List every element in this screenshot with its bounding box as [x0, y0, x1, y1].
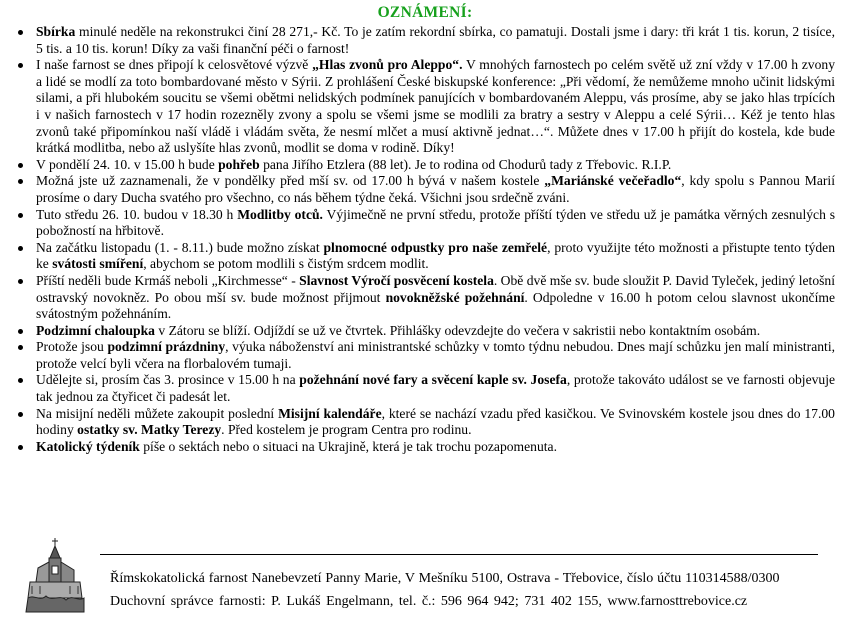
item-text: . Před kostelem je program Centra pro rodinu.	[221, 422, 472, 438]
item-text: , výuka náboženství ani ministrantské schůzky v tomto týdnu nebudou. Dnes mají schůzku jen malí ministranti, protože velcí byli včera na florbalovém tumaji.	[36, 339, 835, 371]
bullet-icon	[18, 63, 23, 68]
item-text: Na misijní neděli můžete zakoupit poslední	[36, 405, 279, 421]
item-text: . Obě dvě mše sv. bude sloužit P. David Tyleček, jediný letošní ostravský novokněz. Po obou mší sv. bude možnost přijmout	[36, 272, 835, 305]
emphasis-text: „Hlas zvonů pro Aleppo“.	[312, 57, 463, 73]
church-drawing-icon	[24, 536, 86, 614]
emphasis-text: novokněžské požehnání	[385, 289, 525, 305]
emphasis-text: podzimní prázdniny	[107, 339, 226, 355]
item-text: , abychom se potom modlili s čistým srdcem modlit.	[143, 256, 429, 272]
announcement-item	[0, 439, 835, 456]
item-text: Příští neděli bude Krmáš neboli „Kirchmesse“ -	[36, 272, 300, 288]
announcement-item	[0, 372, 835, 405]
footer-contact: Duchovní správce farnosti: P. Lukáš Engelmann, tel. č.: 596 964 942; 731 402 155, www.farnosttrebovice.cz	[110, 594, 748, 609]
announcement-item	[0, 273, 835, 323]
item-text: minulé neděle na rekonstrukci činí 28 271,- Kč. To je zatím rekordní sbírka, co pamatuji. Dostali jsme i dary: tři krát 1 tis. korun, 2 tisíce, 5 tis. a 10 tis. korun! Díky za vaši finanční péči o farnost!	[36, 24, 835, 56]
item-text: Možná jste už zaznamenali, že v pondělky před mší sv. od 17.00 h bývá v našem kostele	[36, 173, 545, 189]
announcement-item	[0, 207, 835, 240]
bullet-icon	[18, 30, 23, 35]
announcement-list	[0, 24, 835, 455]
item-text: , které se nachází vzadu před kasičkou. Ve Svinovském kostele jsou dnes do 17.00 hodiny	[36, 405, 835, 438]
item-text: , protože takováto událost se ve farnosti objevuje tak jednou za čtyřicet či padesát let.	[36, 372, 836, 405]
bullet-icon	[18, 412, 23, 417]
emphasis-text: Misijní kalendáře	[278, 405, 382, 421]
bullet-icon	[18, 246, 23, 251]
bullet-icon	[18, 179, 23, 184]
item-text: , kdy spolu s Pannou Marií prosíme o dary Ducha svatého pro všechno, co nás během týdne čeká. Všichni jsou srdečně zváni.	[36, 173, 835, 205]
item-text: Výjimečně ne první středu, protože příští týden ve středu už je památka věrných zesnulých s pobožností na hřbitově.	[36, 206, 835, 239]
announcement-item	[0, 339, 835, 372]
emphasis-text: Modlitby otců.	[237, 206, 323, 222]
emphasis-text: Podzimní chaloupka	[36, 322, 155, 338]
item-text: Na začátku listopadu (1. - 8.11.) bude možno získat	[36, 239, 324, 255]
bullet-icon	[18, 279, 23, 284]
announcement-item	[0, 406, 835, 439]
emphasis-text: ostatky sv. Matky Terezy	[77, 422, 222, 438]
footer-address: Římskokatolická farnost Nanebevzetí Panny Marie, V Mešníku 5100, Ostrava - Třebovice, číslo účtu 110314588/0300	[110, 571, 780, 586]
emphasis-text: pohřeb	[218, 156, 260, 172]
emphasis-text: Sbírka	[36, 24, 76, 39]
emphasis-text: „Mariánské večeřadlo“	[544, 173, 682, 189]
announcement-item	[0, 323, 835, 340]
emphasis-text: požehnání nové fary a svěcení kaple sv. Josefa	[299, 372, 567, 388]
emphasis-text: Slavnost Výročí posvěcení kostela	[299, 272, 494, 288]
emphasis-text: svátosti smíření	[52, 256, 144, 272]
bullet-icon	[18, 378, 23, 383]
item-text: Tuto středu 26. 10. budou v 18.30 h	[36, 206, 238, 222]
item-text: pana Jiřího Etzlera (88 let). Je to rodina od Chodurů tady z Třebovic. R.I.P.	[259, 156, 672, 172]
item-text: , proto využijte této možnosti a přistupte tento týden ke	[36, 239, 836, 272]
bullet-icon	[18, 345, 23, 350]
bullet-icon	[18, 445, 23, 450]
item-text: v Zátoru se blíží. Odjíždí se už ve čtvrtek. Přihlášky odevzdejte do večera v sakristii nebo kontaktním osobám.	[154, 322, 761, 338]
item-text: V mnohých farnostech po celém světě už zní vždy v 17.00 h zvony a lidé se modlí za toto bombardované město v Sýrii. Z prohlášení České biskupské konference: „Při vědomí, že nemůžeme mnoho učinit lidskými silami, a při hlubokém soucitu se všemi obětmi nelidských podmínek panujících v bombardovaném Aleppu, vás prosíme, aby se jako hlas trpících i v našich farnostech v 17 hodin rozezněly zvony a spolu se všemi jsme se modlili za bratry a sestry v Aleppu a celé Sýrii… Kéž je tento hlas zvonů také připomínkou naší vládě i vládám světa, že nesmí mlčet a musí aktivně jednat…“. Můžete dnes v 17.00 h přijít do kostela, kde bude krátká modlitba, nebo až uslyšíte hlas zvonů, modlit se doma v rodině. Díky!	[36, 57, 835, 156]
announcement-item	[0, 173, 835, 206]
footer-divider	[100, 554, 818, 555]
item-text: . Odpoledne v 16.00 h potom celou slavnost ukončíme svátostným požehnáním.	[36, 289, 835, 322]
announcement-item	[0, 240, 835, 273]
item-text: Protože jsou	[36, 339, 108, 355]
bullet-icon	[18, 163, 23, 168]
item-text: Udělejte si, prosím čas 3. prosince v 15.00 h na	[36, 372, 300, 388]
announcement-item	[0, 157, 835, 174]
item-text: V pondělí 24. 10. v 15.00 h bude	[36, 156, 219, 172]
bullet-icon	[18, 329, 23, 334]
announcement-item	[0, 24, 835, 57]
item-text: I naše farnost se dnes připojí k celosvětové výzvě	[36, 57, 313, 73]
announcement-item	[0, 57, 835, 157]
emphasis-text: plnomocné odpustky pro naše zemřelé	[323, 239, 548, 255]
bullet-icon	[18, 213, 23, 218]
page-title: OZNÁMENÍ:	[377, 4, 473, 21]
emphasis-text: Katolický týdeník	[36, 438, 140, 454]
item-text: píše o sektách nebo o situaci na Ukrajině, která je tak trochu pozapomenuta.	[139, 438, 557, 454]
